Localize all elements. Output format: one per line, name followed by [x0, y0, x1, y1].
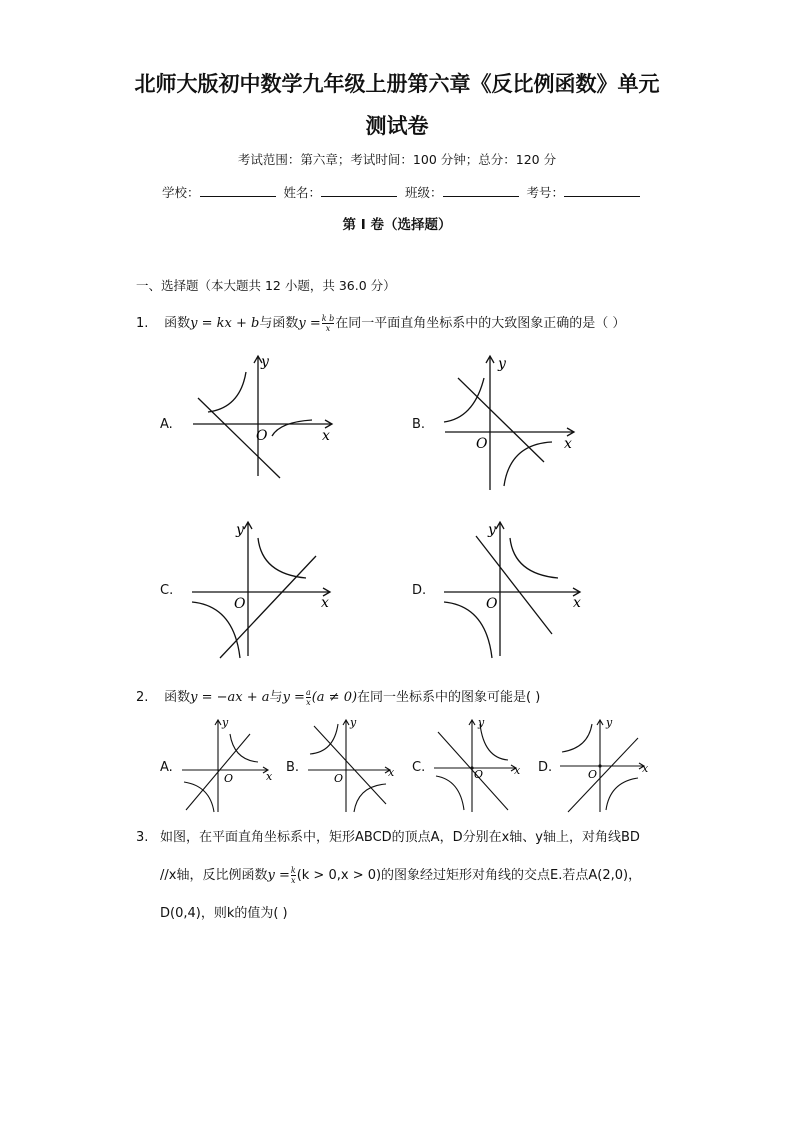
hyperbola-branch	[510, 538, 558, 578]
origin-label: O	[476, 436, 488, 452]
page-title: 北师大版初中数学九年级上册第六章《反比例函数》单元	[134, 72, 660, 96]
exam-info: 考试范围：第六章；考试时间：100 分钟；总分：120 分	[237, 152, 557, 167]
q2-option-c-label[interactable]: C.	[412, 760, 426, 775]
class-label: 班级：	[405, 185, 443, 200]
origin-label: O	[486, 596, 498, 612]
page-title-line2: 测试卷	[365, 114, 429, 138]
line-graph	[458, 378, 544, 462]
fraction: $\frac{k}{x}$	[290, 866, 296, 885]
question-1: 1. 函数y = kx + b与函数y = $\frac{\text{k b}}{x}$ 在同一平面直角坐标系中的大致图象正确的是（ ）	[136, 314, 626, 333]
hyperbola-branch	[258, 538, 306, 578]
q1-option-c-label[interactable]: C.	[160, 583, 174, 598]
question-number: 2.	[136, 690, 149, 705]
hyperbola-branch	[272, 420, 312, 436]
svg-text:y: y	[478, 716, 485, 729]
q1-graph-a[interactable]	[188, 352, 338, 484]
x-axis-label: x	[322, 428, 330, 444]
q1-option-b-label[interactable]: B.	[412, 417, 426, 432]
svg-text:O: O	[334, 772, 344, 785]
school-label: 学校：	[162, 185, 200, 200]
svg-text:O: O	[588, 768, 598, 781]
q2-graph-a[interactable]	[178, 714, 274, 814]
section-title: 一、选择题（本大题共 12 小题，共 36.0 分）	[136, 278, 396, 293]
origin-label: O	[234, 596, 246, 612]
q2-graph-d[interactable]	[556, 714, 652, 814]
question-number: 1.	[136, 316, 149, 331]
hyperbola-branch	[504, 442, 552, 486]
svg-text:O: O	[474, 768, 484, 781]
q1-option-d-label[interactable]: D.	[412, 583, 427, 598]
line-graph	[476, 536, 552, 634]
name-field[interactable]	[321, 184, 397, 197]
q2-option-b-label[interactable]: B.	[286, 760, 300, 775]
q1-graph-b[interactable]	[440, 352, 580, 492]
q1-graph-d[interactable]	[440, 516, 590, 662]
hyperbola-branch	[192, 602, 240, 658]
q1-graph-c[interactable]	[188, 516, 338, 662]
fraction: $\frac{a}{x}$	[305, 688, 311, 707]
q2-option-d-label[interactable]: D.	[538, 760, 553, 775]
q1-option-a-label[interactable]: A.	[160, 417, 173, 432]
svg-text:x: x	[388, 766, 395, 779]
x-axis-label: x	[321, 595, 329, 611]
y-axis-label: y	[261, 354, 269, 370]
line-graph	[198, 398, 280, 478]
question-2: 2. 函数y = −ax + a与y = $\frac{a}{x}$ (a ≠ 0)在同一坐标系中的图象可能是( )	[136, 688, 541, 707]
q2-graph-c[interactable]	[430, 714, 526, 814]
svg-text:x: x	[266, 770, 273, 783]
origin-label: O	[256, 428, 268, 444]
name-label: 姓名：	[283, 185, 322, 200]
question-3-line1: 如图，在平面直角坐标系中，矩形ABCD的顶点A，D分别在x轴、y轴上，对角线BD	[160, 830, 640, 845]
svg-text:O: O	[224, 772, 234, 785]
question-3	[136, 826, 640, 845]
x-axis-label: x	[564, 436, 572, 452]
hyperbola-branch	[208, 372, 246, 412]
svg-text:y: y	[350, 716, 357, 729]
x-axis-label: x	[573, 595, 581, 611]
volume-heading: 第 I 卷（选择题）	[342, 217, 452, 233]
svg-text:x: x	[642, 762, 649, 775]
svg-text:y: y	[606, 716, 613, 729]
y-axis-label: y	[236, 522, 244, 538]
y-axis-label: y	[498, 356, 506, 372]
question-number: 3.	[136, 830, 149, 845]
number-field[interactable]	[564, 184, 640, 197]
school-field[interactable]	[200, 184, 276, 197]
fraction: $\frac{\text{k b}}{x}$	[321, 314, 335, 333]
class-field[interactable]	[443, 184, 519, 197]
q2-option-a-label[interactable]: A.	[160, 760, 173, 775]
y-axis-label: y	[488, 522, 496, 538]
hyperbola-branch	[444, 602, 492, 658]
number-label: 考号：	[526, 185, 565, 200]
q2-graph-b[interactable]	[304, 714, 400, 814]
svg-text:y: y	[222, 716, 229, 729]
question-3-line2: //x轴，反比例函数y = $\frac{k}{x}$ (k > 0,x > 0)的图象经过矩形对角线的交点E.若点A(2,0)，	[160, 866, 642, 885]
question-3-line3: D(0,4)，则k的值为( )	[160, 906, 288, 921]
svg-text:x: x	[514, 764, 521, 777]
student-fields	[162, 183, 642, 201]
